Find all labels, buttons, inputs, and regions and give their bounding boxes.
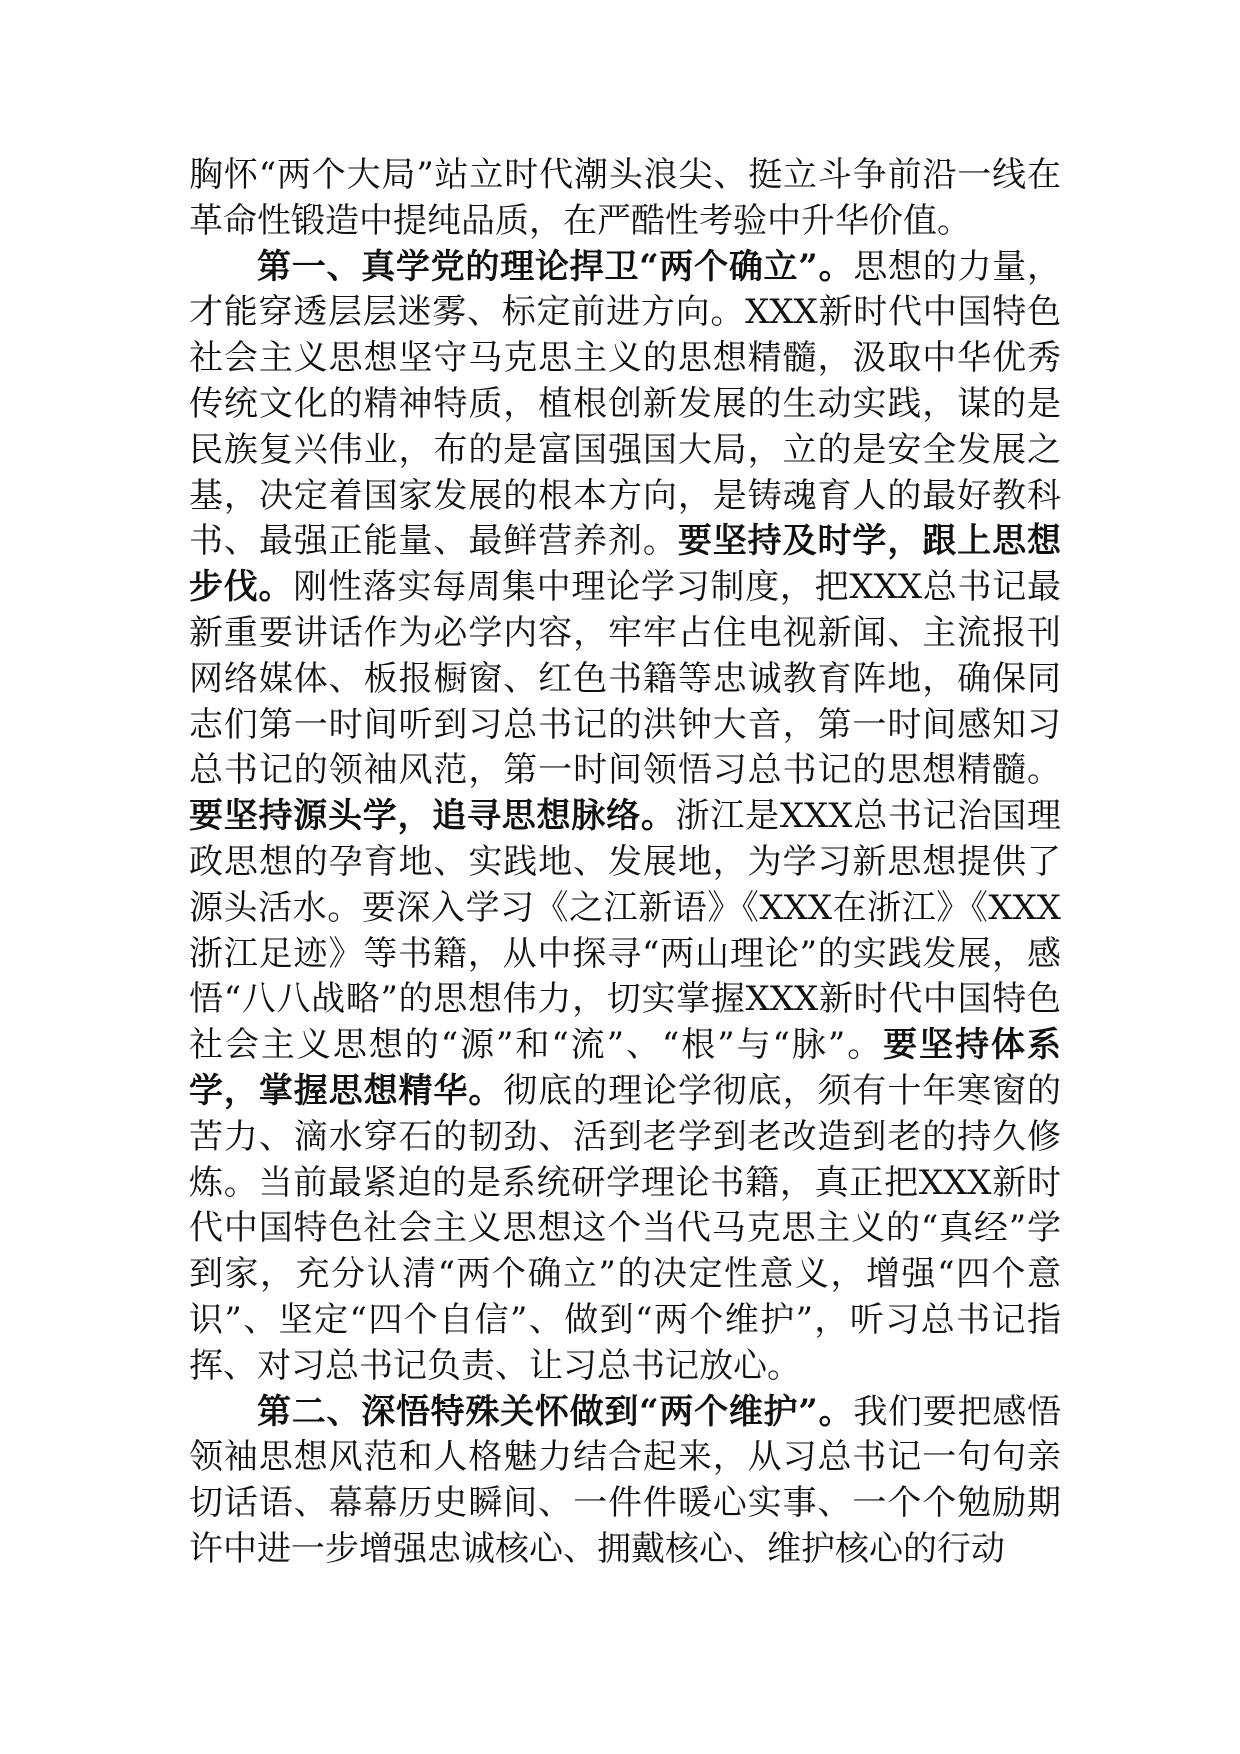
paragraph-text: 刚性落实每周集中理论学习制度，把XXX总书记最新重要讲话作为必学内容，牢牢占住电视新闻、主流报刊网络媒体、板报橱窗、红色书籍等忠诚教育阵地，确保同志们第一时间听到习总书记的洪钟大音，第一时间感知习总书记的领袖风范，第一时间领悟习总书记的思想精髓。 (189, 567, 1062, 791)
paragraph-section-two (189, 1390, 1061, 1573)
document-body (189, 153, 1061, 1573)
paragraph-text: 胸怀“两个大局”站立时代潮头浪尖、挺立斗争前沿一线在革命性锻造中提纯品质，在严酷性考验中升华价值。 (189, 155, 1061, 241)
paragraph-section-one (189, 245, 1061, 1390)
section-one-heading: 第一、真学党的理论捍卫“两个确立”。 (257, 246, 854, 287)
subpoint-heading-source-study: 要坚持源头学，追寻思想脉络。 (189, 796, 676, 837)
paragraph-text: 浙江是XXX总书记治国理政思想的孕育地、实践地、发展地，为学习新思想提供了源头活水。要深入学习《之江新语》《XXX在浙江》《XXX浙江足迹》等书籍，从中探寻“两山理论”的实践发展，感悟“八八战略”的思想伟力，切实掌握XXX新时代中国特色社会主义思想的“源”和“流”、“根”与“脉”。 (189, 796, 1061, 1066)
paragraph-text: 思想的力量，才能穿透层层迷雾、标定前进方向。XXX新时代中国特色社会主义思想坚守马克思主义的思想精髓，汲取中华优秀传统文化的精神特质，植根创新发展的生动实践，谋的是民族复兴伟业，布的是富国强国大局，立的是安全发展之基，决定着国家发展的根本方向，是铸魂育人的最好教科书、最强正能量、最鲜营养剂。 (189, 246, 1061, 562)
paragraph-intro (189, 153, 1061, 245)
subpoint-heading-system-study: 要坚持体系学，掌握思想精华。 (189, 1025, 1061, 1111)
paragraph-text: 彻底的理论学彻底，须有十年寒窗的苦力、滴水穿石的韧劲、活到老学到老改造到老的持久修炼。当前最紧迫的是系统研学理论书籍，真正把XXX新时代中国特色社会主义思想这个当代马克思主义的“真经”学到家，充分认清“两个确立”的决定性意义，增强“四个意识”、坚定“四个自信”、做到“两个维护”，听习总书记指挥、对习总书记负责、让习总书记放心。 (189, 1070, 1061, 1386)
paragraph-text: 我们要把感悟领袖思想风范和人格魅力结合起来，从习总书记一句句亲切话语、幕幕历史瞬间、一件件暖心实事、一个个勉励期许中进一步增强忠诚核心、拥戴核心、维护核心的行动 (189, 1391, 1061, 1569)
subpoint-heading-timely-study: 要坚持及时学，跟上思想步伐。 (189, 521, 1062, 608)
section-two-heading: 第二、深悟特殊关怀做到“两个维护”。 (257, 1391, 854, 1432)
